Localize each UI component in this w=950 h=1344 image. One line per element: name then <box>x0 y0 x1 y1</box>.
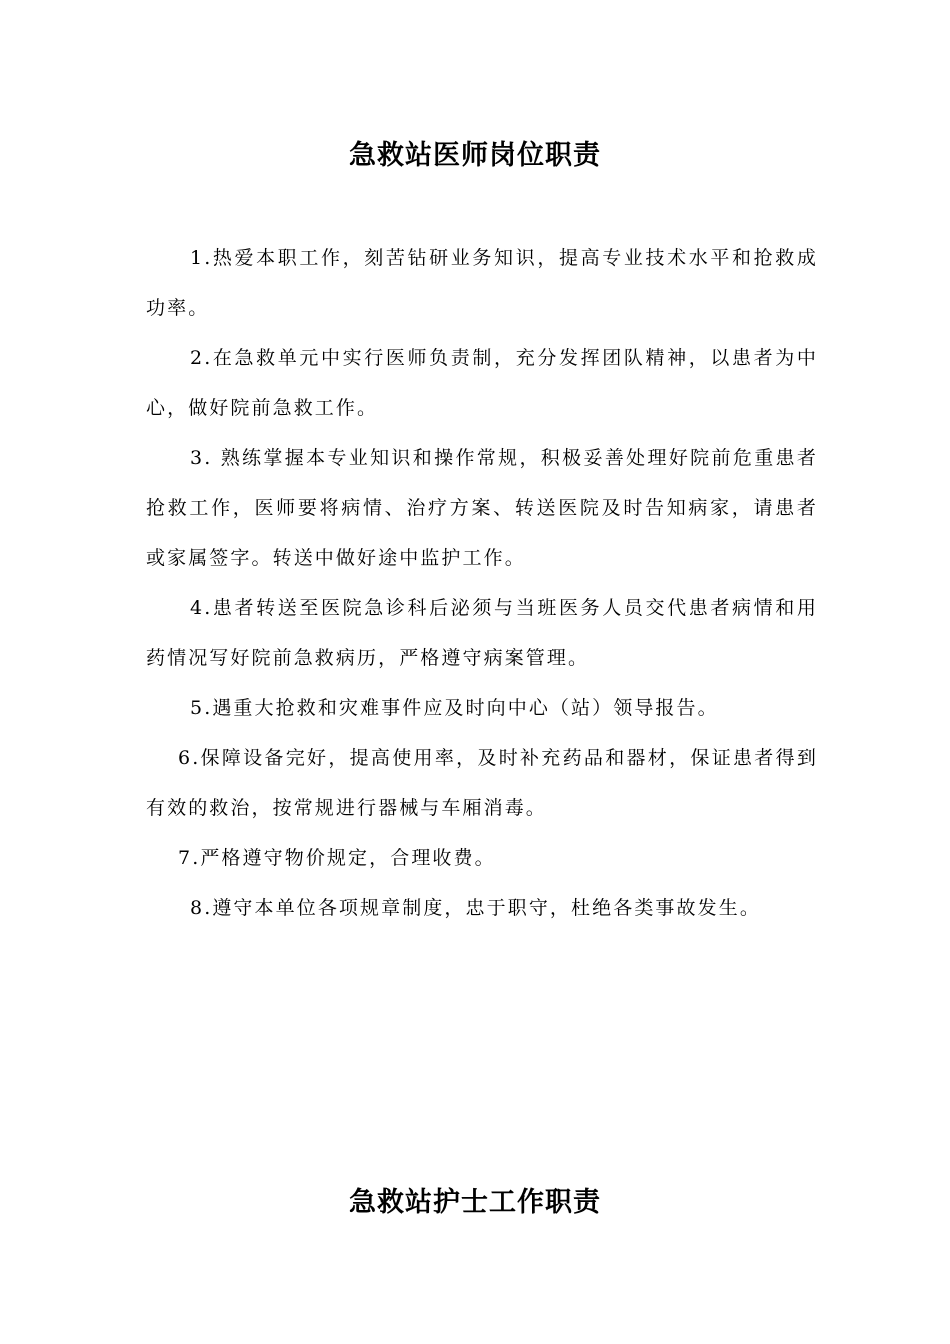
doctor-duties-list <box>146 233 818 933</box>
duty-item-5: 5.遇重大抢救和灾难事件应及时向中心（站）领导报告。 <box>190 697 719 719</box>
duty-item-6: 6.保障设备完好，提高使用率，及时补充药品和器材，保证患者得到有效的救治，按常规进行器械与车厢消毒。 <box>146 747 818 819</box>
section-title-nurse-duties: 急救站护士工作职责 <box>349 1187 601 1218</box>
duty-item-7: 7.严格遵守物价规定，合理收费。 <box>178 847 496 869</box>
duty-item-4: 4.患者转送至医院急诊科后泌须与当班医务人员交代患者病情和用药情况写好院前急救病历，严格遵守病案管理。 <box>146 597 818 669</box>
duty-item-1: 1.热爱本职工作，刻苦钻研业务知识，提高专业技术水平和抢救成功率。 <box>146 247 818 319</box>
duty-item-2: 2.在急救单元中实行医师负责制，充分发挥团队精神，以患者为中心，做好院前急救工作。 <box>146 347 818 419</box>
section-title-doctor-duties: 急救站医师岗位职责 <box>349 140 601 171</box>
duty-item-8: 8.遵守本单位各项规章制度，忠于职守，杜绝各类事故发生。 <box>190 897 761 919</box>
duty-item-3: 3. 熟练掌握本专业知识和操作常规，积极妥善处理好院前危重患者抢救工作，医师要将病情、治疗方案、转送医院及时告知病家，请患者或家属签字。转送中做好途中监护工作。 <box>146 447 818 569</box>
